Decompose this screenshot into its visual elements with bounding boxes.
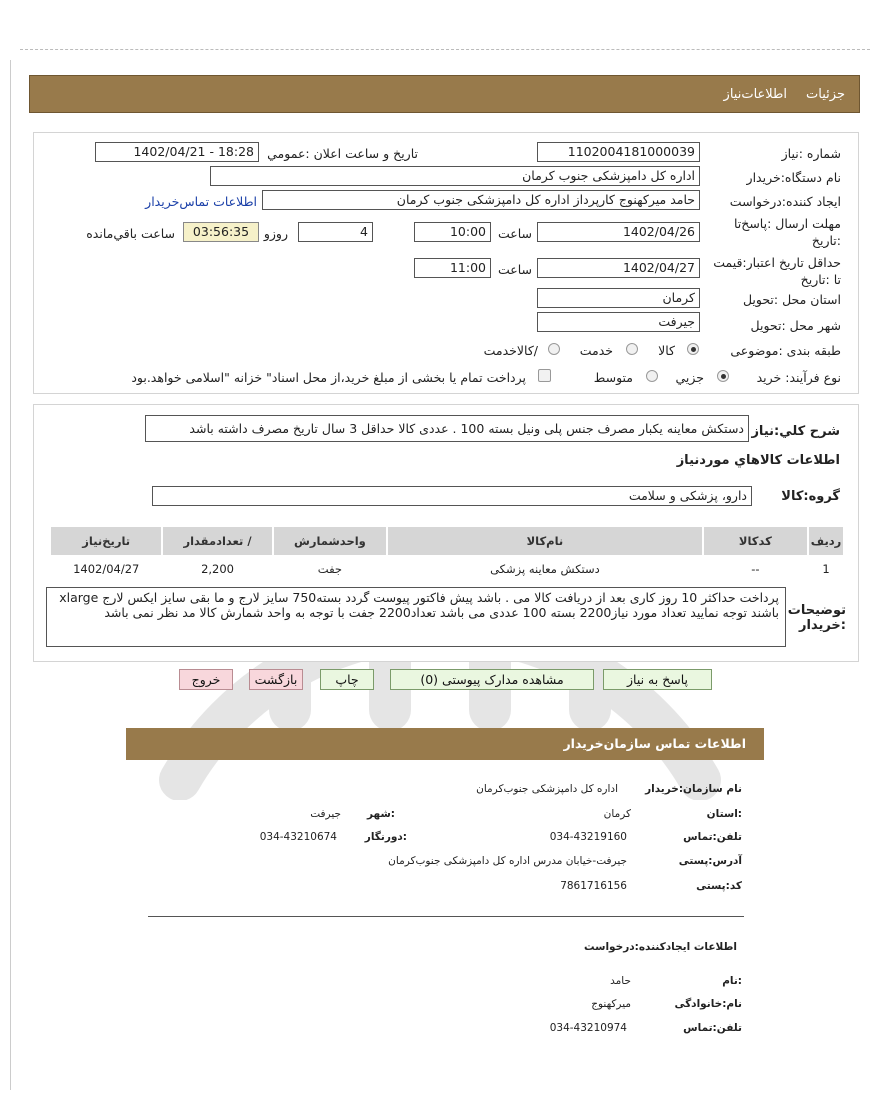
summary-label: شرح کلي:نیاز bbox=[751, 424, 840, 439]
goods-group-label: گروه:کالا bbox=[781, 489, 840, 504]
creator-phone: 034-43210974 bbox=[549, 1022, 627, 1034]
col-date: تاریخ‌نیاز bbox=[50, 527, 162, 555]
page-header-bar bbox=[29, 75, 860, 113]
radio-goods[interactable] bbox=[687, 343, 699, 355]
contact-city-label: :شهر bbox=[367, 808, 395, 820]
attachments-button[interactable]: مشاهده مدارک پیوستی (0) bbox=[390, 669, 594, 690]
validity-time-field: 11:00 bbox=[414, 258, 491, 278]
treasury-payment-label: پرداخت تمام یا بخشی از مبلغ خرید،از محل اسناد" خزانه "اسلامی خواهد.بود bbox=[131, 370, 526, 385]
treasury-payment-checkbox[interactable] bbox=[538, 369, 551, 382]
city-field: جیرفت bbox=[537, 312, 700, 332]
buyer-org-field: اداره کل دامپزشکی جنوب کرمان bbox=[210, 166, 700, 186]
validity-time-label: ساعت bbox=[497, 262, 532, 277]
buyer-contact-link[interactable]: اطلاعات تماس‌خریدار bbox=[145, 194, 257, 209]
radio-service-label: خدمت bbox=[579, 343, 613, 358]
contact-city: جیرفت bbox=[310, 808, 341, 820]
contact-province-label: :استان bbox=[706, 808, 742, 820]
buyer-notes-field: پرداخت حداکثر 10 روز کاری بعد از دریافت کالا می . باشد پیش فاکتور پیوست گردد بسته750 سایز لارج و ما بقی سایز ایکس لارج xlarge باشند توجه نمایید تعداد مورد نیاز2200 بسته 100 عددی می باشد تعداد2200 جفت با توجه به واحد شمارش کالا مد نظر نمی باشد bbox=[46, 587, 786, 647]
deadline-label: مهلت ارسال :پاسخ‌تا bbox=[733, 216, 841, 231]
table-header-row bbox=[50, 527, 843, 555]
contact-fax-label: :دورنگار bbox=[364, 831, 407, 843]
left-border bbox=[10, 60, 11, 1090]
reply-button[interactable]: پاسخ به نیاز bbox=[603, 669, 712, 690]
print-button[interactable]: چاپ bbox=[320, 669, 374, 690]
buyer-notes-label: توضیحات :خریدار bbox=[787, 603, 846, 633]
radio-goods-service[interactable] bbox=[548, 343, 560, 355]
contact-org: اداره کل دامپزشکی جنوب‌کرمان bbox=[476, 783, 618, 795]
creator-field: حامد میرکهنوج کارپرداز اداره کل دامپزشکی جنوب کرمان bbox=[262, 190, 700, 210]
province-label: استان محل :تحویل bbox=[742, 292, 841, 307]
cell-date: 1402/04/27 bbox=[50, 555, 162, 583]
contact-province: کرمان bbox=[603, 808, 631, 820]
col-unit: واحدشمارش bbox=[273, 527, 388, 555]
contact-section-title: اطلاعات تماس سازمان‌خریدار bbox=[563, 736, 746, 751]
announce-label: تاریخ و ساعت اعلان :عمومي bbox=[267, 146, 418, 161]
remaining-time-field: 03:56:35 bbox=[183, 222, 259, 242]
need-number-field: 1102004181000039 bbox=[537, 142, 700, 162]
creator-phone-label: تلفن:تماس bbox=[683, 1022, 742, 1034]
cell-row: 1 bbox=[808, 555, 843, 583]
deadline-label-2: :تاریخ bbox=[811, 233, 841, 248]
contact-fax: 034-43210674 bbox=[259, 831, 337, 843]
contact-org-label: نام سازمان:خریدار bbox=[645, 783, 742, 795]
tab-need-info[interactable]: اطلاعات‌نیاز bbox=[723, 87, 787, 102]
cell-code: -- bbox=[703, 555, 808, 583]
validity-label-2: تا :تاریخ bbox=[800, 272, 841, 287]
deadline-date-field: 1402/04/26 bbox=[537, 222, 700, 242]
contact-postal: 7861716156 bbox=[560, 880, 627, 892]
top-divider bbox=[20, 49, 870, 50]
validity-date-field: 1402/04/27 bbox=[537, 258, 700, 278]
contact-phone: 034-43219160 bbox=[549, 831, 627, 843]
goods-group-field: دارو، پزشکی و سلامت bbox=[152, 486, 752, 506]
radio-goods-service-label: /کالاخدمت bbox=[483, 343, 538, 358]
radio-partial[interactable] bbox=[717, 370, 729, 382]
cell-quantity: 2,200 bbox=[162, 555, 272, 583]
contact-divider bbox=[148, 916, 744, 917]
creator-name: حامد bbox=[610, 975, 631, 987]
creator-info-title: اطلاعات ایجادکننده:درخواست bbox=[584, 941, 737, 953]
remaining-label: ساعت باقي‌مانده bbox=[86, 226, 175, 241]
radio-service[interactable] bbox=[626, 343, 638, 355]
col-name: نام‌کالا bbox=[387, 527, 703, 555]
radio-medium[interactable] bbox=[646, 370, 658, 382]
contact-postal-label: کد:پستی bbox=[696, 880, 742, 892]
contact-section-bar bbox=[126, 728, 764, 760]
deadline-time-field: 10:00 bbox=[414, 222, 491, 242]
deadline-time-label: ساعت bbox=[497, 226, 532, 241]
back-button[interactable]: بازگشت bbox=[249, 669, 303, 690]
creator-family-label: نام:خانوادگی bbox=[674, 998, 742, 1010]
province-field: کرمان bbox=[537, 288, 700, 308]
summary-field: دستکش معاینه یکبار مصرف جنس پلی ونیل بسته 100 . عددی کالا حداقل 3 سال تاریخ مصرف داشته باشد bbox=[145, 415, 749, 442]
radio-partial-label: جزیي bbox=[675, 370, 704, 385]
city-label: شهر محل :تحویل bbox=[750, 318, 841, 333]
contact-address: جیرفت-خیابان مدرس اداره کل دامپزشکی جنوب‌کرمان bbox=[388, 855, 627, 867]
buyer-org-label: نام دستگاه:خریدار bbox=[746, 170, 841, 185]
cell-unit: جفت bbox=[273, 555, 388, 583]
creator-name-label: :نام bbox=[722, 975, 742, 987]
contact-address-label: آدرس:پستی bbox=[678, 855, 742, 867]
need-number-label: شماره :نیاز bbox=[781, 146, 841, 161]
validity-label: حداقل تاریخ اعتبار:قیمت bbox=[713, 255, 841, 270]
col-row: ردیف bbox=[808, 527, 843, 555]
contact-phone-label: تلفن:تماس bbox=[683, 831, 742, 843]
goods-table bbox=[49, 527, 843, 583]
radio-medium-label: متوسط bbox=[593, 370, 633, 385]
cell-name: دستکش معاینه پزشکی bbox=[387, 555, 703, 583]
col-quantity: / تعدادمقدار bbox=[162, 527, 272, 555]
process-label: نوع فرآیند: خرید bbox=[756, 370, 841, 385]
days-field: 4 bbox=[298, 222, 373, 242]
creator-family: میرکهنوج bbox=[591, 998, 631, 1010]
category-label: طبقه بندی :موضوعی bbox=[730, 343, 841, 358]
days-label: روزو bbox=[263, 226, 288, 241]
goods-section-title: اطلاعات کالاهاي موردنیاز bbox=[676, 453, 840, 468]
creator-label: ایجاد کننده:درخواست bbox=[729, 194, 841, 209]
announce-field: 1402/04/21 - 18:28 bbox=[95, 142, 259, 162]
table-row bbox=[50, 555, 843, 583]
col-code: کدکالا bbox=[703, 527, 808, 555]
tab-details[interactable]: جزئیات bbox=[806, 87, 845, 102]
exit-button[interactable]: خروج bbox=[179, 669, 233, 690]
radio-goods-label: کالا bbox=[658, 343, 675, 358]
